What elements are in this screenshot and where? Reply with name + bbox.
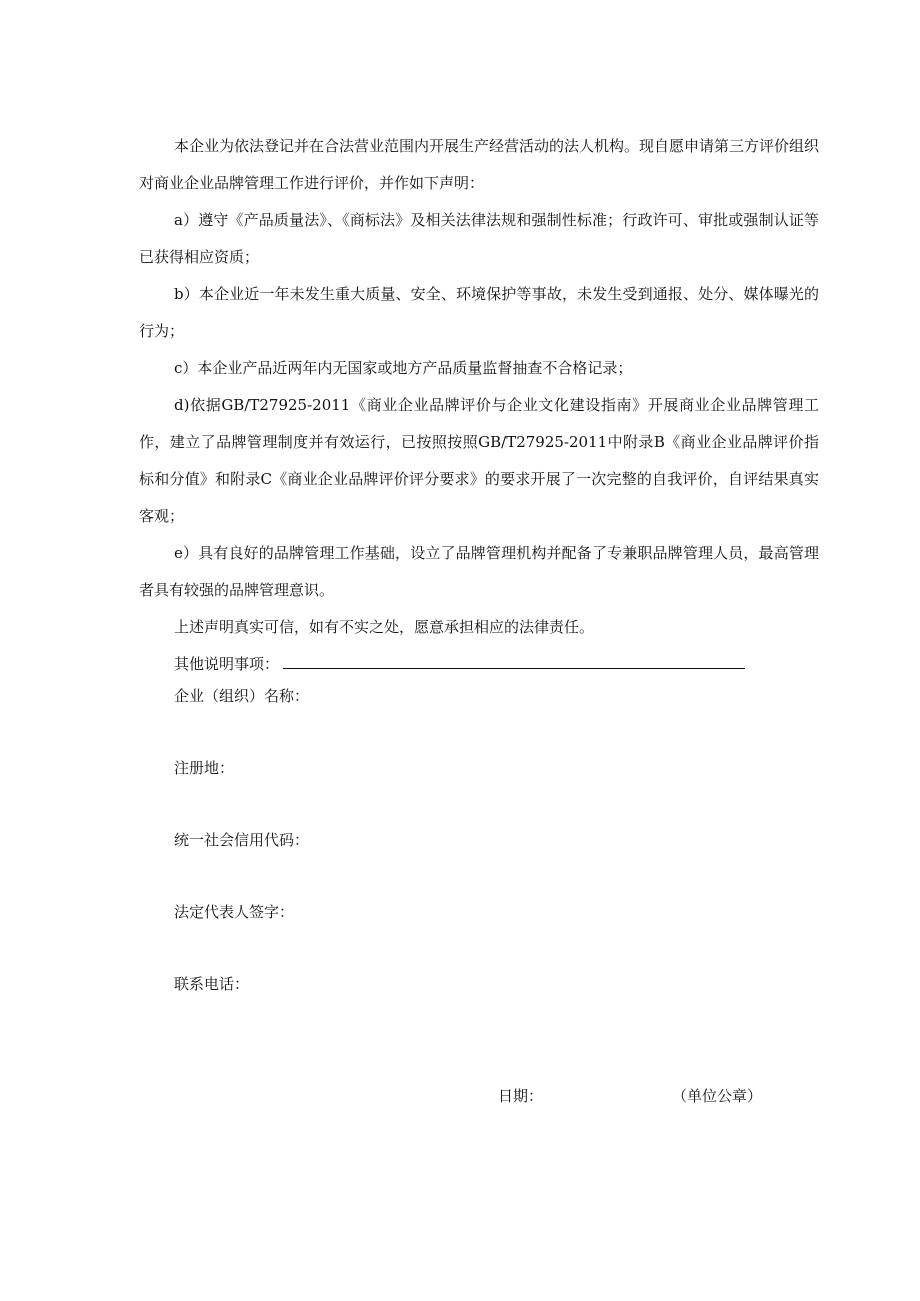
org-name-field: 企业（组织）名称：	[174, 687, 310, 705]
closing-paragraph: 上述声明真实可信，如有不实之处，愿意承担相应的法律责任。	[174, 618, 595, 636]
phone-field: 联系电话：	[174, 975, 250, 993]
seal-label: （单位公章）	[672, 1087, 763, 1105]
item-b-paragraph: b）本企业近一年未发生重大质量、安全、环境保护等事故，未发生受到通报、处分、媒体曝光的行为；	[139, 285, 819, 340]
registered-address-field: 注册地：	[174, 759, 235, 777]
other-notes-line	[139, 646, 819, 683]
item-e-paragraph: e）具有良好的品牌管理工作基础，设立了品牌管理机构并配备了专兼职品牌管理人员，最高管理者具有较强的品牌管理意识。	[139, 544, 819, 599]
other-notes-label: 其他说明事项：	[174, 655, 280, 673]
item-a-paragraph: a）遵守《产品质量法》、《商标法》及相关法律法规和强制性标准；行政许可、审批或强制认证等已获得相应资质；	[139, 211, 819, 266]
intro-paragraph: 本企业为依法登记并在合法营业范围内开展生产经营活动的法人机构。现自愿申请第三方评价组织对商业企业品牌管理工作进行评价，并作如下声明：	[139, 137, 820, 192]
other-notes-blank[interactable]	[283, 654, 745, 669]
credit-code-field: 统一社会信用代码：	[174, 831, 310, 849]
item-c-paragraph: c）本企业产品近两年内无国家或地方产品质量监督抽查不合格记录；	[174, 359, 633, 377]
item-d-paragraph: d)依据GB/T27925-2011《商业企业品牌评价与企业文化建设指南》开展商业企业品牌管理工作，建立了品牌管理制度并有效运行，已按照按照GB/T27925-2011中附录B《商业企业品牌评价指标和分值》和附录C《商业企业品牌评价评分要求》的要求开展了一次完整的自我评价，自评结果真实客观；	[139, 396, 819, 525]
date-label: 日期：	[498, 1087, 544, 1105]
declaration-body	[139, 128, 819, 683]
legal-rep-signature-field: 法定代表人签字：	[174, 903, 295, 921]
